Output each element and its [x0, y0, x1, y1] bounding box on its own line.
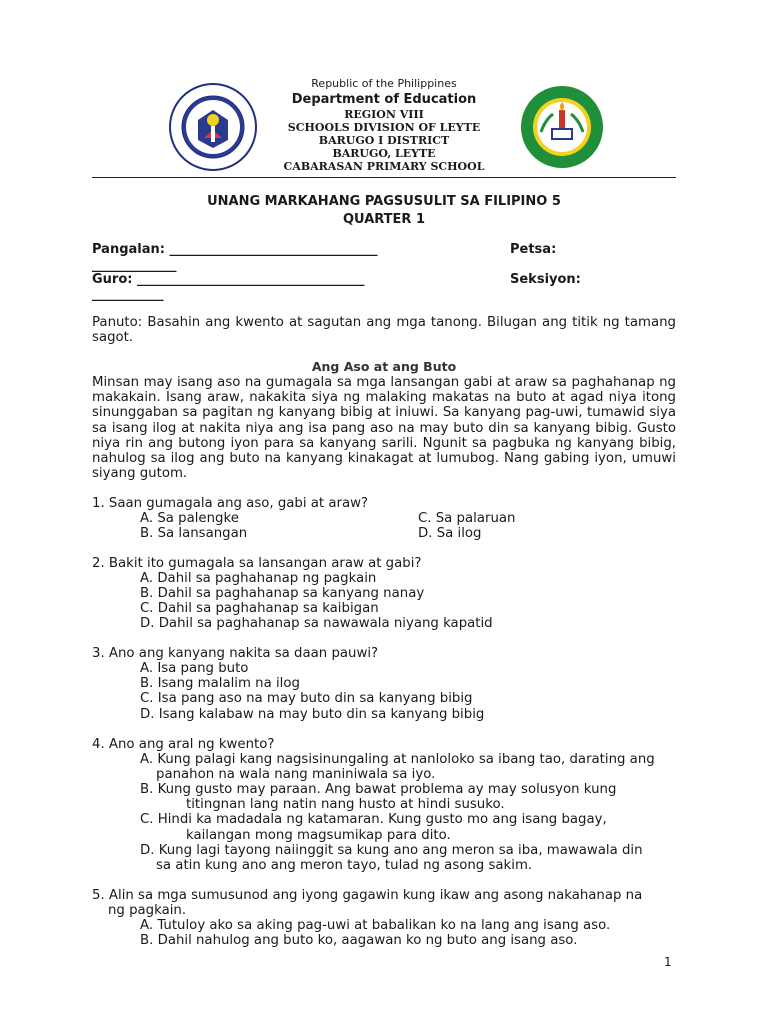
q1-option-d: D. Sa ilog [418, 526, 482, 541]
q5-option-b: B. Dahil nahulog ang buto ko, aagawan ko ng buto ang isang aso. [140, 933, 578, 948]
q3-option-d: D. Isang kalabaw na may buto din sa kanyang bibig [140, 707, 485, 722]
town-line: BARUGO, LEYTE [332, 147, 436, 160]
q3-option-b: B. Isang malalim na ilog [140, 676, 300, 691]
q2-option-a: A. Dahil sa paghahanap ng pagkain [140, 571, 377, 586]
story-title: Ang Aso at ang Buto [311, 359, 457, 374]
q4-option-b: B. Kung gusto may paraan. Ang bawat problema ay may solusyon kung [140, 782, 617, 797]
school-line: CABARASAN PRIMARY SCHOOL [283, 160, 485, 173]
district-line: BARUGO I DISTRICT [318, 134, 450, 147]
q4-option-c: C. Hindi ka madadala ng katamaran. Kung gusto mo ang isang bagay, [140, 812, 607, 827]
region-line: REGION VIII [344, 108, 424, 121]
question-1: 1. Saan gumagala ang aso, gabi at araw? [92, 496, 369, 511]
section-line: ___________ [92, 287, 164, 302]
q4-option-a: A. Kung palagi kang nagsisinungaling at nanloloko sa ibang tao, darating ang [140, 752, 655, 767]
date-line: _____________ [92, 258, 177, 273]
section-label: Seksiyon: [510, 272, 581, 287]
q3-option-a: A. Isa pang buto [140, 661, 249, 676]
question-5: 5. Alin sa mga sumusunod ang iyong gagawin kung ikaw ang asong nakahanap na [92, 888, 643, 903]
header-divider [92, 177, 676, 178]
q4-option-d-cont: sa atin kung ano ang meron tayo, tulad ng asong sakim. [156, 858, 533, 873]
name-field: Pangalan: ________________________________ [92, 242, 378, 257]
exam-title: UNANG MARKAHANG PAGSUSULIT SA FILIPINO 5 [207, 194, 561, 209]
q2-option-d: D. Dahil sa paghahanap sa nawawala niyang kapatid [140, 616, 493, 631]
q2-option-b: B. Dahil sa paghahanap sa kanyang nanay [140, 586, 425, 601]
date-label: Petsa: [510, 242, 557, 257]
q4-option-a-cont: panahon na wala nang maniniwala sa iyo. [156, 767, 436, 782]
question-3: 3. Ano ang kanyang nakita sa daan pauwi? [92, 646, 379, 661]
q1-option-a: A. Sa palengke [140, 511, 239, 526]
division-line: SCHOOLS DIVISION OF LEYTE [287, 121, 481, 134]
exam-quarter: QUARTER 1 [342, 212, 426, 227]
q1-option-c: C. Sa palaruan [418, 511, 516, 526]
q4-option-d: D. Kung lagi tayong naiinggit sa kung ano ang meron sa iba, mawawala din [140, 843, 643, 858]
letterhead [0, 77, 768, 173]
page-number: 1 [664, 955, 672, 969]
q5-option-a: A. Tutuloy ako sa aking pag-uwi at babalikan ko na lang ang isang aso. [140, 918, 611, 933]
question-5-cont: ng pagkain. [108, 903, 187, 918]
republic-line: Republic of the Philippines [311, 77, 457, 90]
q4-option-c-cont: kailangan mong magsumikap para dito. [186, 828, 451, 843]
question-2: 2. Bakit ito gumagala sa lansangan araw at gabi? [92, 556, 422, 571]
q2-option-c: C. Dahil sa paghahanap sa kaibigan [140, 601, 379, 616]
instructions: Panuto: Basahin ang kwento at sagutan ang mga tanong. Bilugan ang titik ng tamang sagot. [92, 315, 676, 346]
story-text: Minsan may isang aso na gumagala sa mga lansangan gabi at araw sa paghahanap ng makakain. Isang araw, nakakita siya ng malaking makatas na buto at agad niya itong sinunggaban sa pagitan ng kanyang bibig at iniuwi. Sa kanyang pag-uwi, tumawid siya sa isang ilog at nakita niya ang isa pang aso na may buto din sa kanyang bibig. Gusto niya rin ang butong iyon para sa kanyang sarili. Ngunit sa pagbuka ng kanyang bibig, nahulog sa ilog ang buto na kanyang kinakagat at lumubog. Nang gabing iyon, umuwi siyang gutom. [92, 375, 676, 482]
question-4: 4. Ano ang aral ng kwento? [92, 737, 275, 752]
teacher-field: Guro: ___________________________________ [92, 272, 365, 287]
q4-option-b-cont: titingnan lang natin nang husto at hindi susuko. [186, 797, 505, 812]
department-line: Department of Education [291, 92, 477, 107]
q3-option-c: C. Isa pang aso na may buto din sa kanyang bibig [140, 691, 473, 706]
q1-option-b: B. Sa lansangan [140, 526, 248, 541]
